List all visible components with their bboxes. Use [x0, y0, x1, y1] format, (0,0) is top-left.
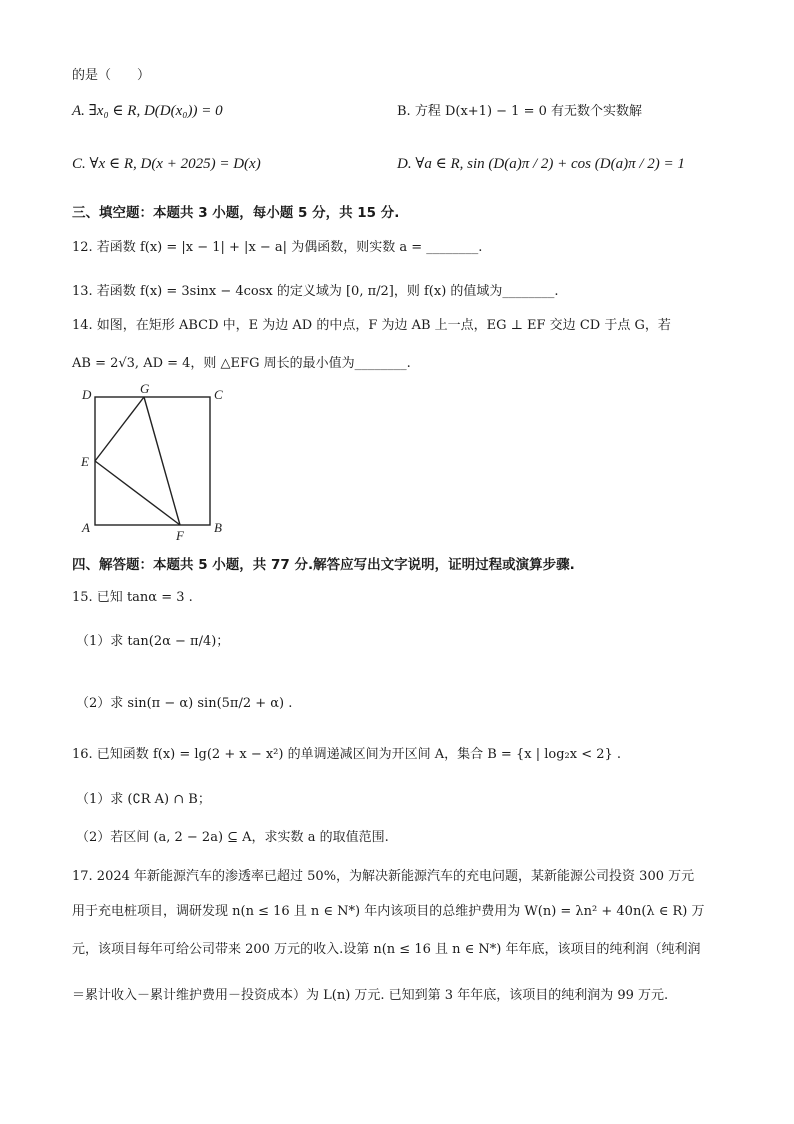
question-17-line2: 用于充电桩项目，调研发现 n(n ≤ 16 且 n ∈ N*) 年内该项目的总维护费用为 W(n) = λn² + 40n(λ ∈ R) 万: [72, 904, 705, 919]
question-16-part1: （1）求 (∁R A) ∩ B；: [76, 792, 211, 807]
segment-ef: [95, 461, 180, 525]
label-d: D: [82, 387, 92, 402]
question-17-line4: ＝累计收入－累计维护费用－投资成本）为 L(n) 万元. 已知到第 3 年年底，该项目的纯利润为 99 万元.: [72, 988, 669, 1003]
question-15-part2: （2）求 sin(π − α) sin(5π/2 + α) .: [76, 696, 293, 711]
question-16-part2: （2）若区间 (a, 2 − 2a) ⊆ A，求实数 a 的取值范围.: [76, 830, 389, 845]
question-12: 12. 若函数 f(x) = |x − 1| + |x − a| 为偶函数，则实数 a = ________.: [72, 240, 483, 255]
rectangle-abcd: [95, 397, 210, 525]
label-b: B: [214, 520, 222, 535]
question-15-part1: （1）求 tan(2α − π/4)；: [76, 634, 230, 649]
question-14-line2: AB = 2√3, AD = 4，则 △EFG 周长的最小值为________.: [72, 356, 411, 371]
question-stem-tail: 的是（ ）: [72, 68, 151, 83]
question-16: 16. 已知函数 f(x) = lg(2 + x − x²) 的单调递减区间为开区间 A，集合 B = {x | log₂x < 2} .: [72, 747, 622, 762]
question-15: 15. 已知 tanα = 3 .: [72, 590, 193, 605]
rectangle-figure: [76, 382, 236, 542]
label-f: F: [176, 528, 184, 542]
option-a: A. ∃x₀ ∈ R, D(D(x₀)) = 0: [72, 103, 223, 119]
question-17-line3: 元，该项目每年可给公司带来 200 万元的收入.设第 n(n ≤ 16 且 n ∈ N*) 年年底，该项目的纯利润（纯利润: [72, 942, 701, 957]
segment-gf: [144, 397, 180, 525]
segment-eg: [95, 397, 144, 461]
label-c: C: [214, 387, 223, 402]
section-3-heading: 三、填空题：本题共 3 小题，每小题 5 分，共 15 分.: [72, 205, 400, 221]
label-a: A: [82, 520, 90, 535]
question-17-line1: 17. 2024 年新能源汽车的渗透率已超过 50%，为解决新能源汽车的充电问题，某新能源公司投资 300 万元: [72, 869, 695, 884]
question-14-line1: 14. 如图，在矩形 ABCD 中，E 为边 AD 的中点，F 为边 AB 上一点，EG ⊥ EF 交边 CD 于点 G，若: [72, 318, 671, 333]
label-e: E: [81, 454, 89, 469]
section-4-heading: 四、解答题：本题共 5 小题，共 77 分.解答应写出文字说明，证明过程或演算步骤.: [72, 557, 575, 573]
option-c: C. ∀x ∈ R, D(x + 2025) = D(x): [72, 156, 261, 172]
question-13: 13. 若函数 f(x) = 3sinx − 4cosx 的定义域为 [0, π/2]，则 f(x) 的值域为________.: [72, 284, 559, 299]
option-d: D. ∀a ∈ R, sin (D(a)π / 2) + cos (D(a)π / 2) = 1: [397, 156, 685, 172]
label-g: G: [140, 382, 150, 396]
option-b: B. 方程 D(x+1) − 1 = 0 有无数个实数解: [397, 104, 643, 119]
